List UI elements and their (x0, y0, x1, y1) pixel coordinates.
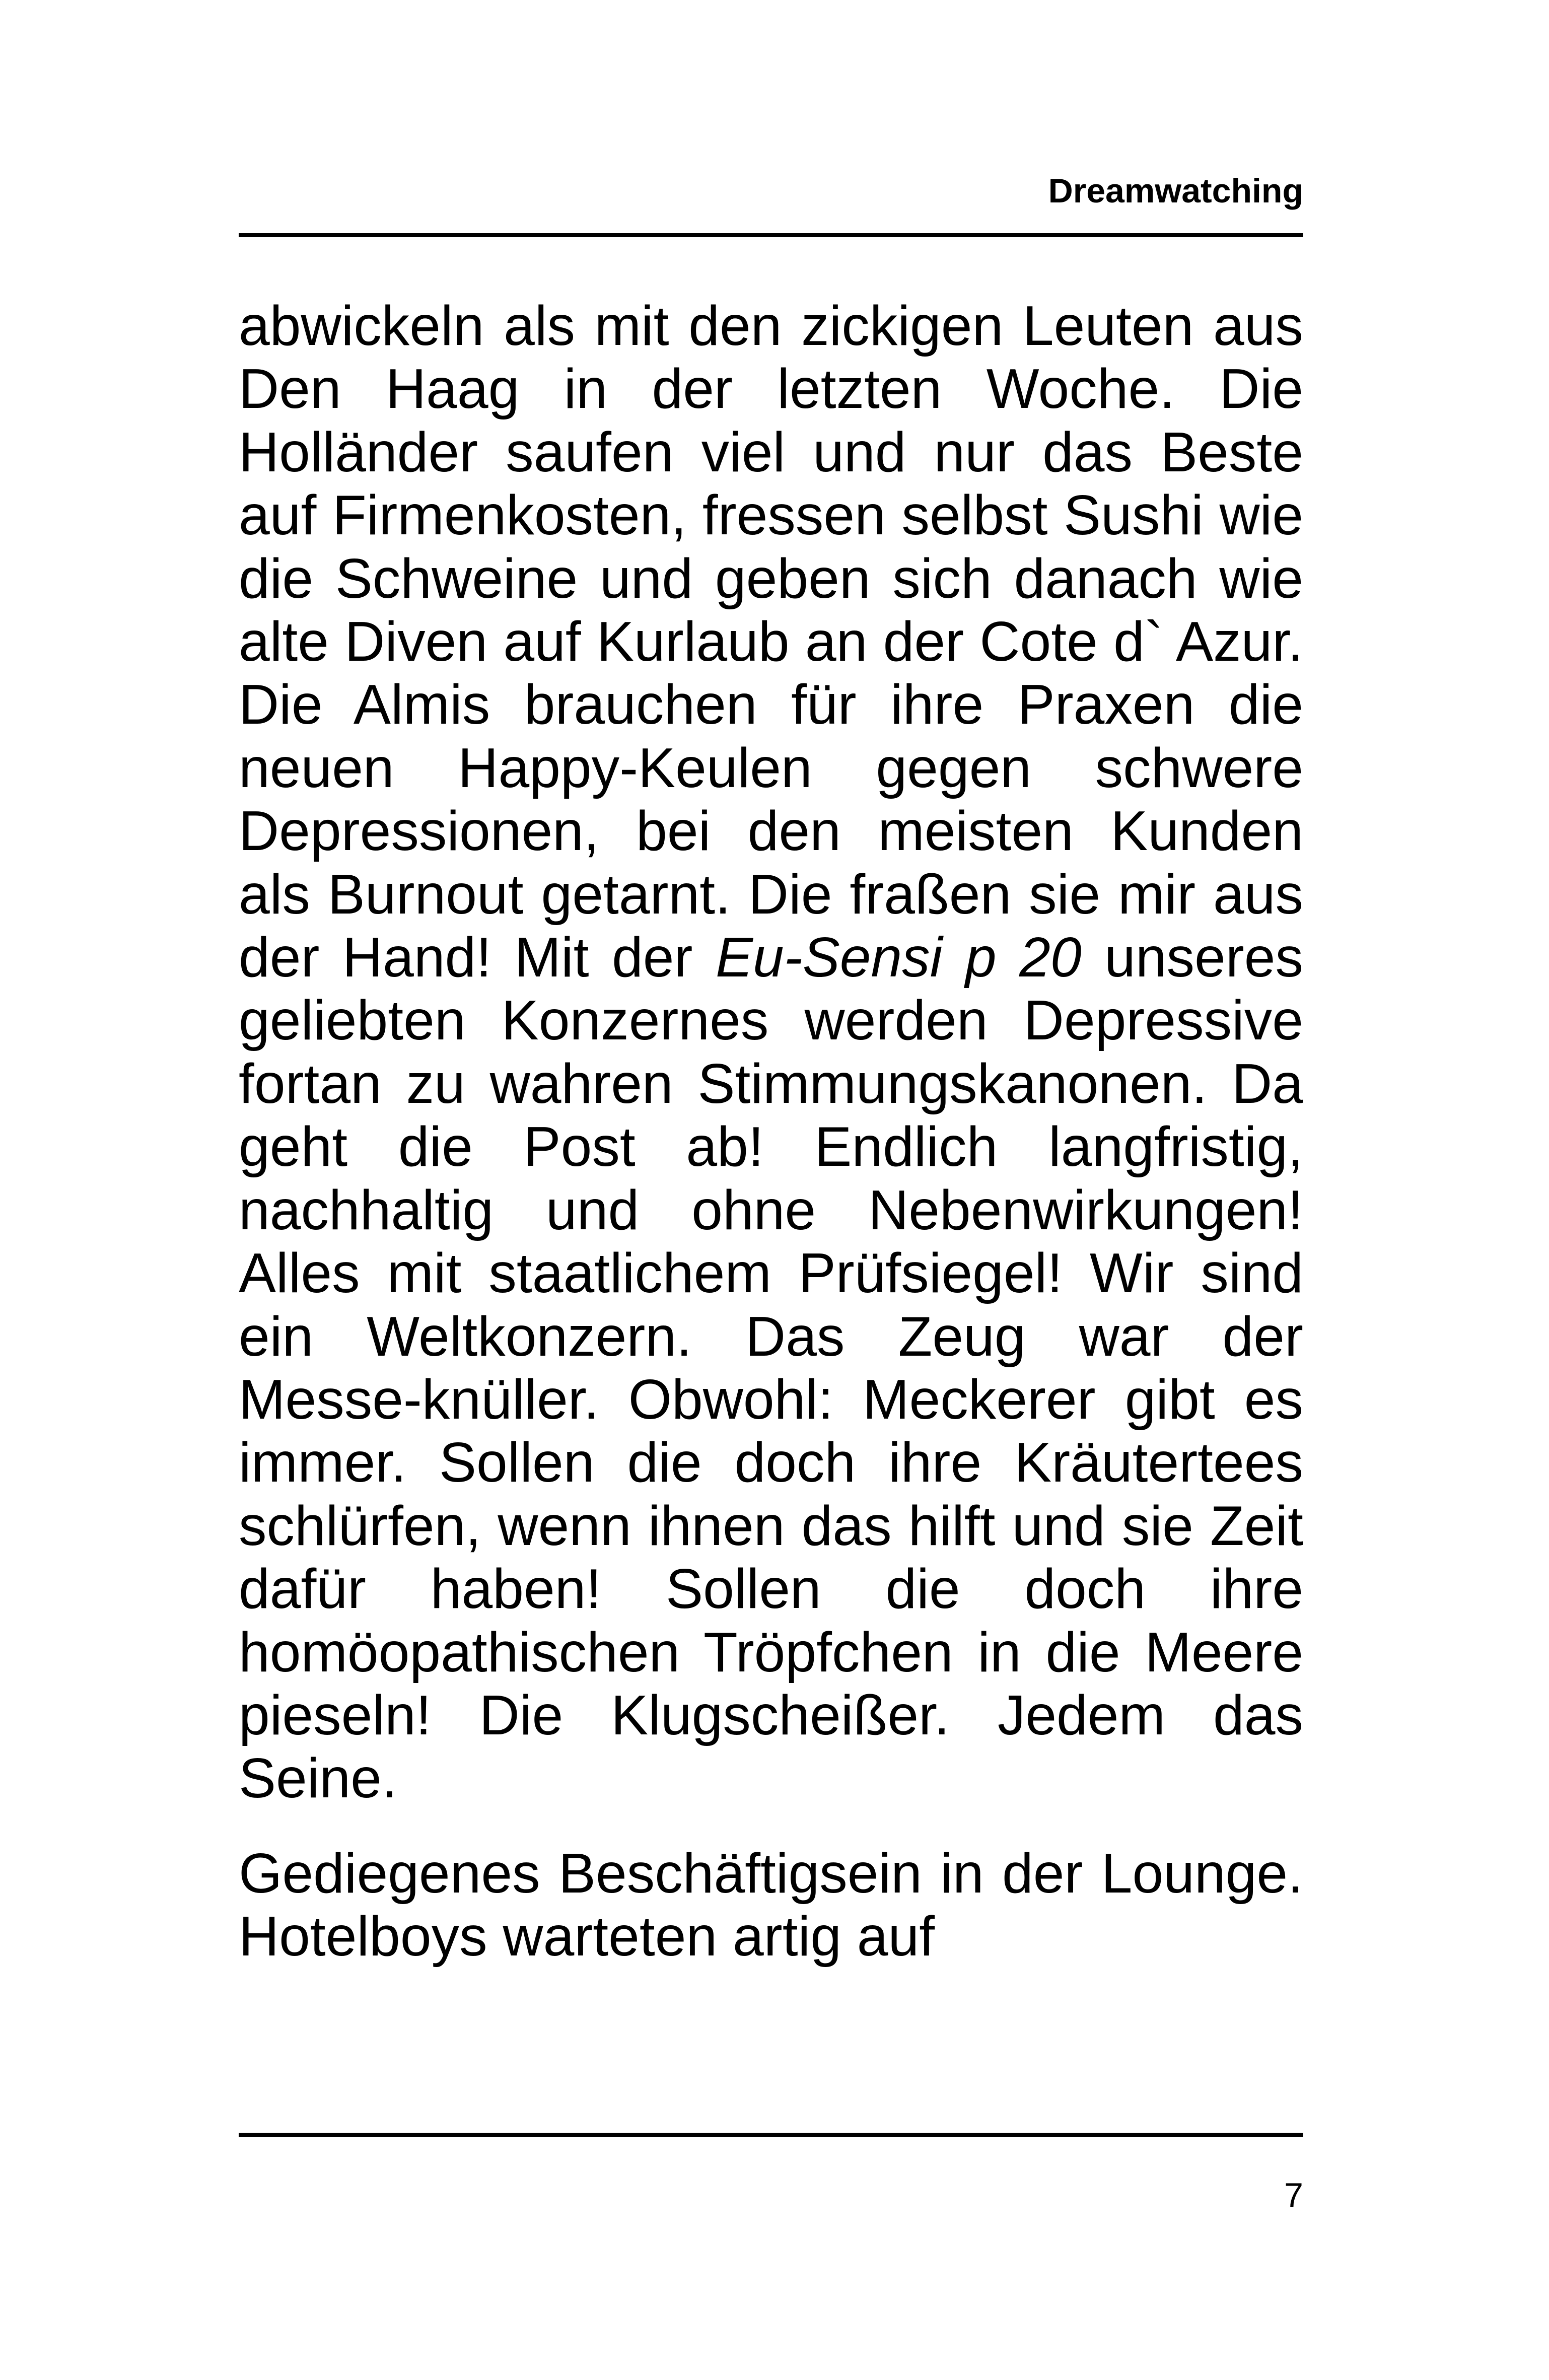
paragraph-2: Gediegenes Beschäftigsein in der Lounge. Hotelboys warteten artig auf (239, 1842, 1303, 1968)
page-number: 7 (1284, 2176, 1303, 2214)
body-text (239, 295, 1303, 1969)
header-rule (239, 233, 1303, 237)
paragraph-1-text-b: unseres geliebten Konzernes werden Depressive fortan zu wahren Stimmungskanonen. Da geht die Post ab! Endlich langfristig, nachhaltig und ohne Nebenwirkungen! Alles mit staatlichem Prüfsiegel! Wir sind ein Weltkonzern. Das Zeug war der Messe-knüller. Obwohl: Meckerer gibt es immer. Sollen die doch ihre Kräutertees schlürfen, wenn ihnen das hilft und sie Zeit dafür haben! Sollen die doch ihre homöopathischen Tröpfchen in die Meere pieseln! Die Klugscheißer. Jedem das Seine. (239, 926, 1303, 1810)
running-header: Dreamwatching (1048, 172, 1303, 210)
product-name: Eu-Sensi p 20 (716, 926, 1082, 989)
paragraph-1-text-a: abwickeln als mit den zickigen Leuten aus Den Haag in der letzten Woche. Die Holländer saufen viel und nur das Beste auf Firmenkosten, fressen selbst Sushi wie die Schweine und geben sich danach wie alte Diven auf Kurlaub an der Cote d` Azur. Die Almis brauchen für ihre Praxen die neuen Happy-Keulen gegen schwere Depressionen, bei den meisten Kunden als Burnout getarnt. Die fraßen sie mir aus der Hand! Mit der (239, 295, 1303, 989)
paragraph-1 (239, 295, 1303, 1810)
footer-rule (239, 2133, 1303, 2137)
